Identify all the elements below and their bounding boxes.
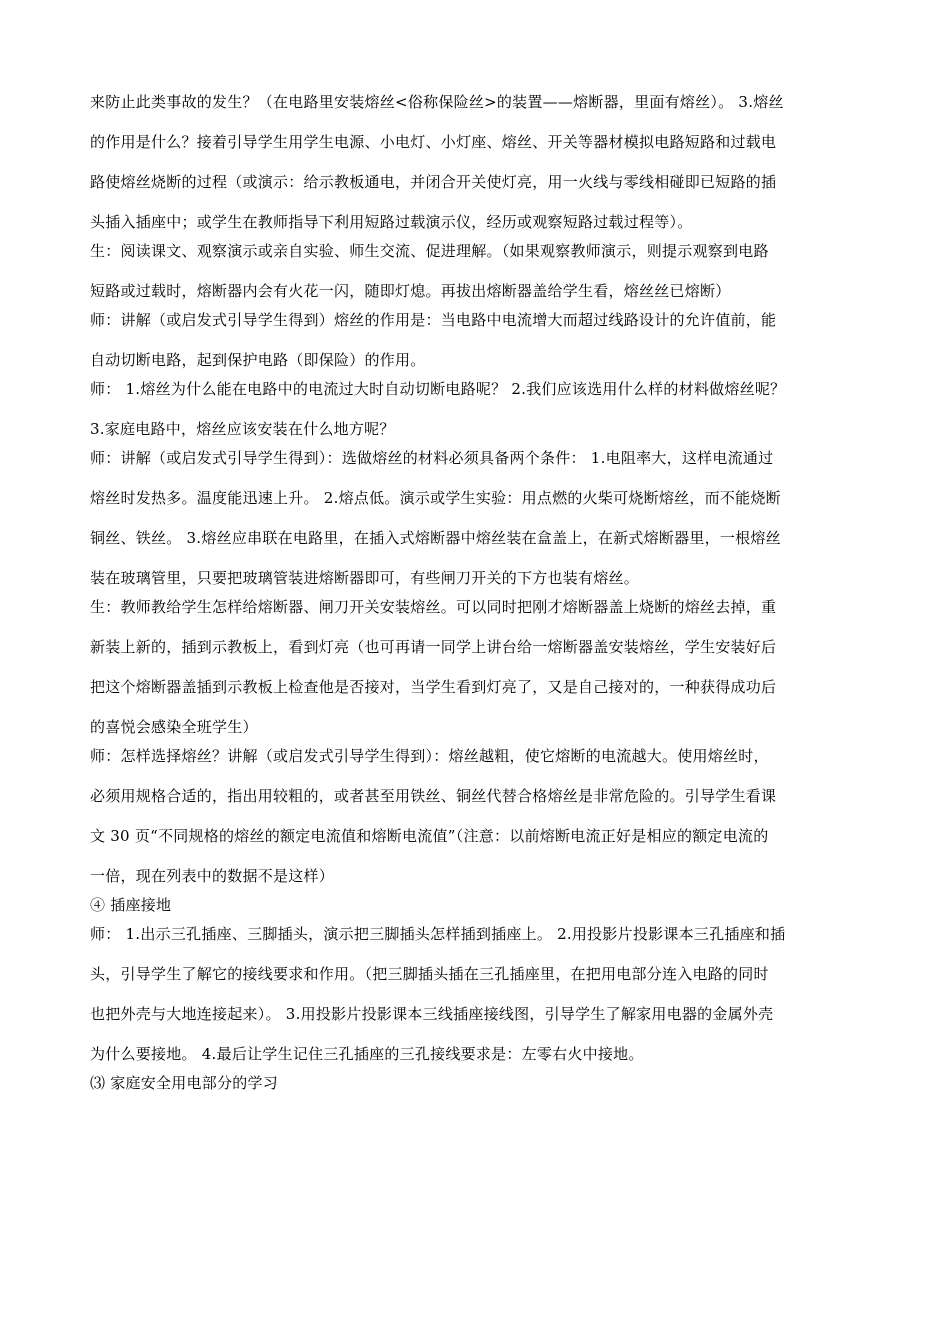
- text-line: 铜丝、铁丝。 3.熔丝应串联在电路里，在插入式熔断器中熔丝装在盒盖上，在新式熔断器里，一根熔丝: [90, 529, 781, 547]
- text-line: 装在玻璃管里，只要把玻璃管装进熔断器即可，有些闸刀开关的下方也装有熔丝。: [90, 569, 640, 587]
- text-line: ⑶ 家庭安全用电部分的学习: [90, 1074, 279, 1092]
- text-line: 新装上新的，插到示教板上，看到灯亮（也可再请一同学上讲台给一熔断器盖安装熔丝，学生安装好后: [90, 638, 777, 656]
- text-line: 短路或过载时，熔断器内会有火花一闪，随即灯熄。再拔出熔断器盖给学生看，熔丝丝已熔断）: [90, 282, 731, 300]
- text-line: 生：教师教给学生怎样给熔断器、闸刀开关安装熔丝。可以同时把刚才熔断器盖上烧断的熔丝去掉，重: [90, 598, 777, 616]
- text-line: 师：讲解（或启发式引导学生得到）熔丝的作用是：当电路中电流增大而超过线路设计的允许值前，能: [90, 311, 777, 329]
- text-line: 熔丝时发热多。温度能迅速上升。 2.熔点低。演示或学生实验：用点燃的火柴可烧断熔丝，而不能烧断: [90, 489, 781, 507]
- text-line: ④ 插座接地: [90, 896, 172, 914]
- text-line: 师： 1.熔丝为什么能在电路中的电流过大时自动切断电路呢？ 2.我们应该选用什么样的材料做熔丝呢？: [90, 380, 786, 398]
- text-line: 师：讲解（或启发式引导学生得到）：选做熔丝的材料必须具备两个条件： 1.电阻率大，这样电流通过: [90, 449, 774, 467]
- text-line: 路使熔丝烧断的过程（或演示：给示教板通电，并闭合开关使灯亮，用一火线与零线相碰即已短路的插: [90, 173, 777, 191]
- text-line: 的喜悦会感染全班学生）: [90, 718, 258, 736]
- text-line: 师：怎样选择熔丝？讲解（或启发式引导学生得到）：熔丝越粗，使它熔断的电流越大。使用熔丝时，: [90, 747, 769, 765]
- text-line: 也把外壳与大地连接起来）。 3.用投影片投影课本三线插座接线图，引导学生了解家用电器的金属外壳: [90, 1005, 774, 1023]
- text-line: 头，引导学生了解它的接线要求和作用。（把三脚插头插在三孔插座里，在把用电部分连入电路的同时: [90, 965, 769, 983]
- text-line: 必须用规格合适的，指出用较粗的，或者甚至用铁丝、铜丝代替合格熔丝是非常危险的。引导学生看课: [90, 787, 777, 805]
- document-body: [90, 92, 860, 1093]
- text-line: 一倍，现在列表中的数据不是这样）: [90, 867, 335, 885]
- text-line: 头插入插座中；或学生在教师指导下利用短路过载演示仪，经历或观察短路过载过程等）。: [90, 213, 693, 231]
- text-line: 来防止此类事故的发生？（在电路里安装熔丝<俗称保险丝>的装置——熔断器，里面有熔丝）。 3.熔丝: [90, 93, 784, 111]
- text-line: 生：阅读课文、观察演示或亲自实验、师生交流、促进理解。（如果观察教师演示，则提示观察到电路: [90, 242, 769, 260]
- text-line: 文 30 页“不同规格的熔丝的额定电流值和熔断电流值”（注意：以前熔断电流正好是相应的额定电流的: [90, 827, 769, 845]
- text-line: 为什么要接地。 4.最后让学生记住三孔插座的三孔接线要求是：左零右火中接地。: [90, 1045, 644, 1063]
- text-line: 把这个熔断器盖插到示教板上检查他是否接对，当学生看到灯亮了，又是自己接对的，一种获得成功后: [90, 678, 777, 696]
- text-line: 自动切断电路，起到保护电路（即保险）的作用。: [90, 351, 426, 369]
- text-line: 的作用是什么？接着引导学生用学生电源、小电灯、小灯座、熔丝、开关等器材模拟电路短路和过载电: [90, 133, 777, 151]
- text-line: 3.家庭电路中，熔丝应该安装在什么地方呢？: [90, 420, 395, 438]
- text-line: 师： 1.出示三孔插座、三脚插头，演示把三脚插头怎样插到插座上。 2.用投影片投影课本三孔插座和插: [90, 925, 786, 943]
